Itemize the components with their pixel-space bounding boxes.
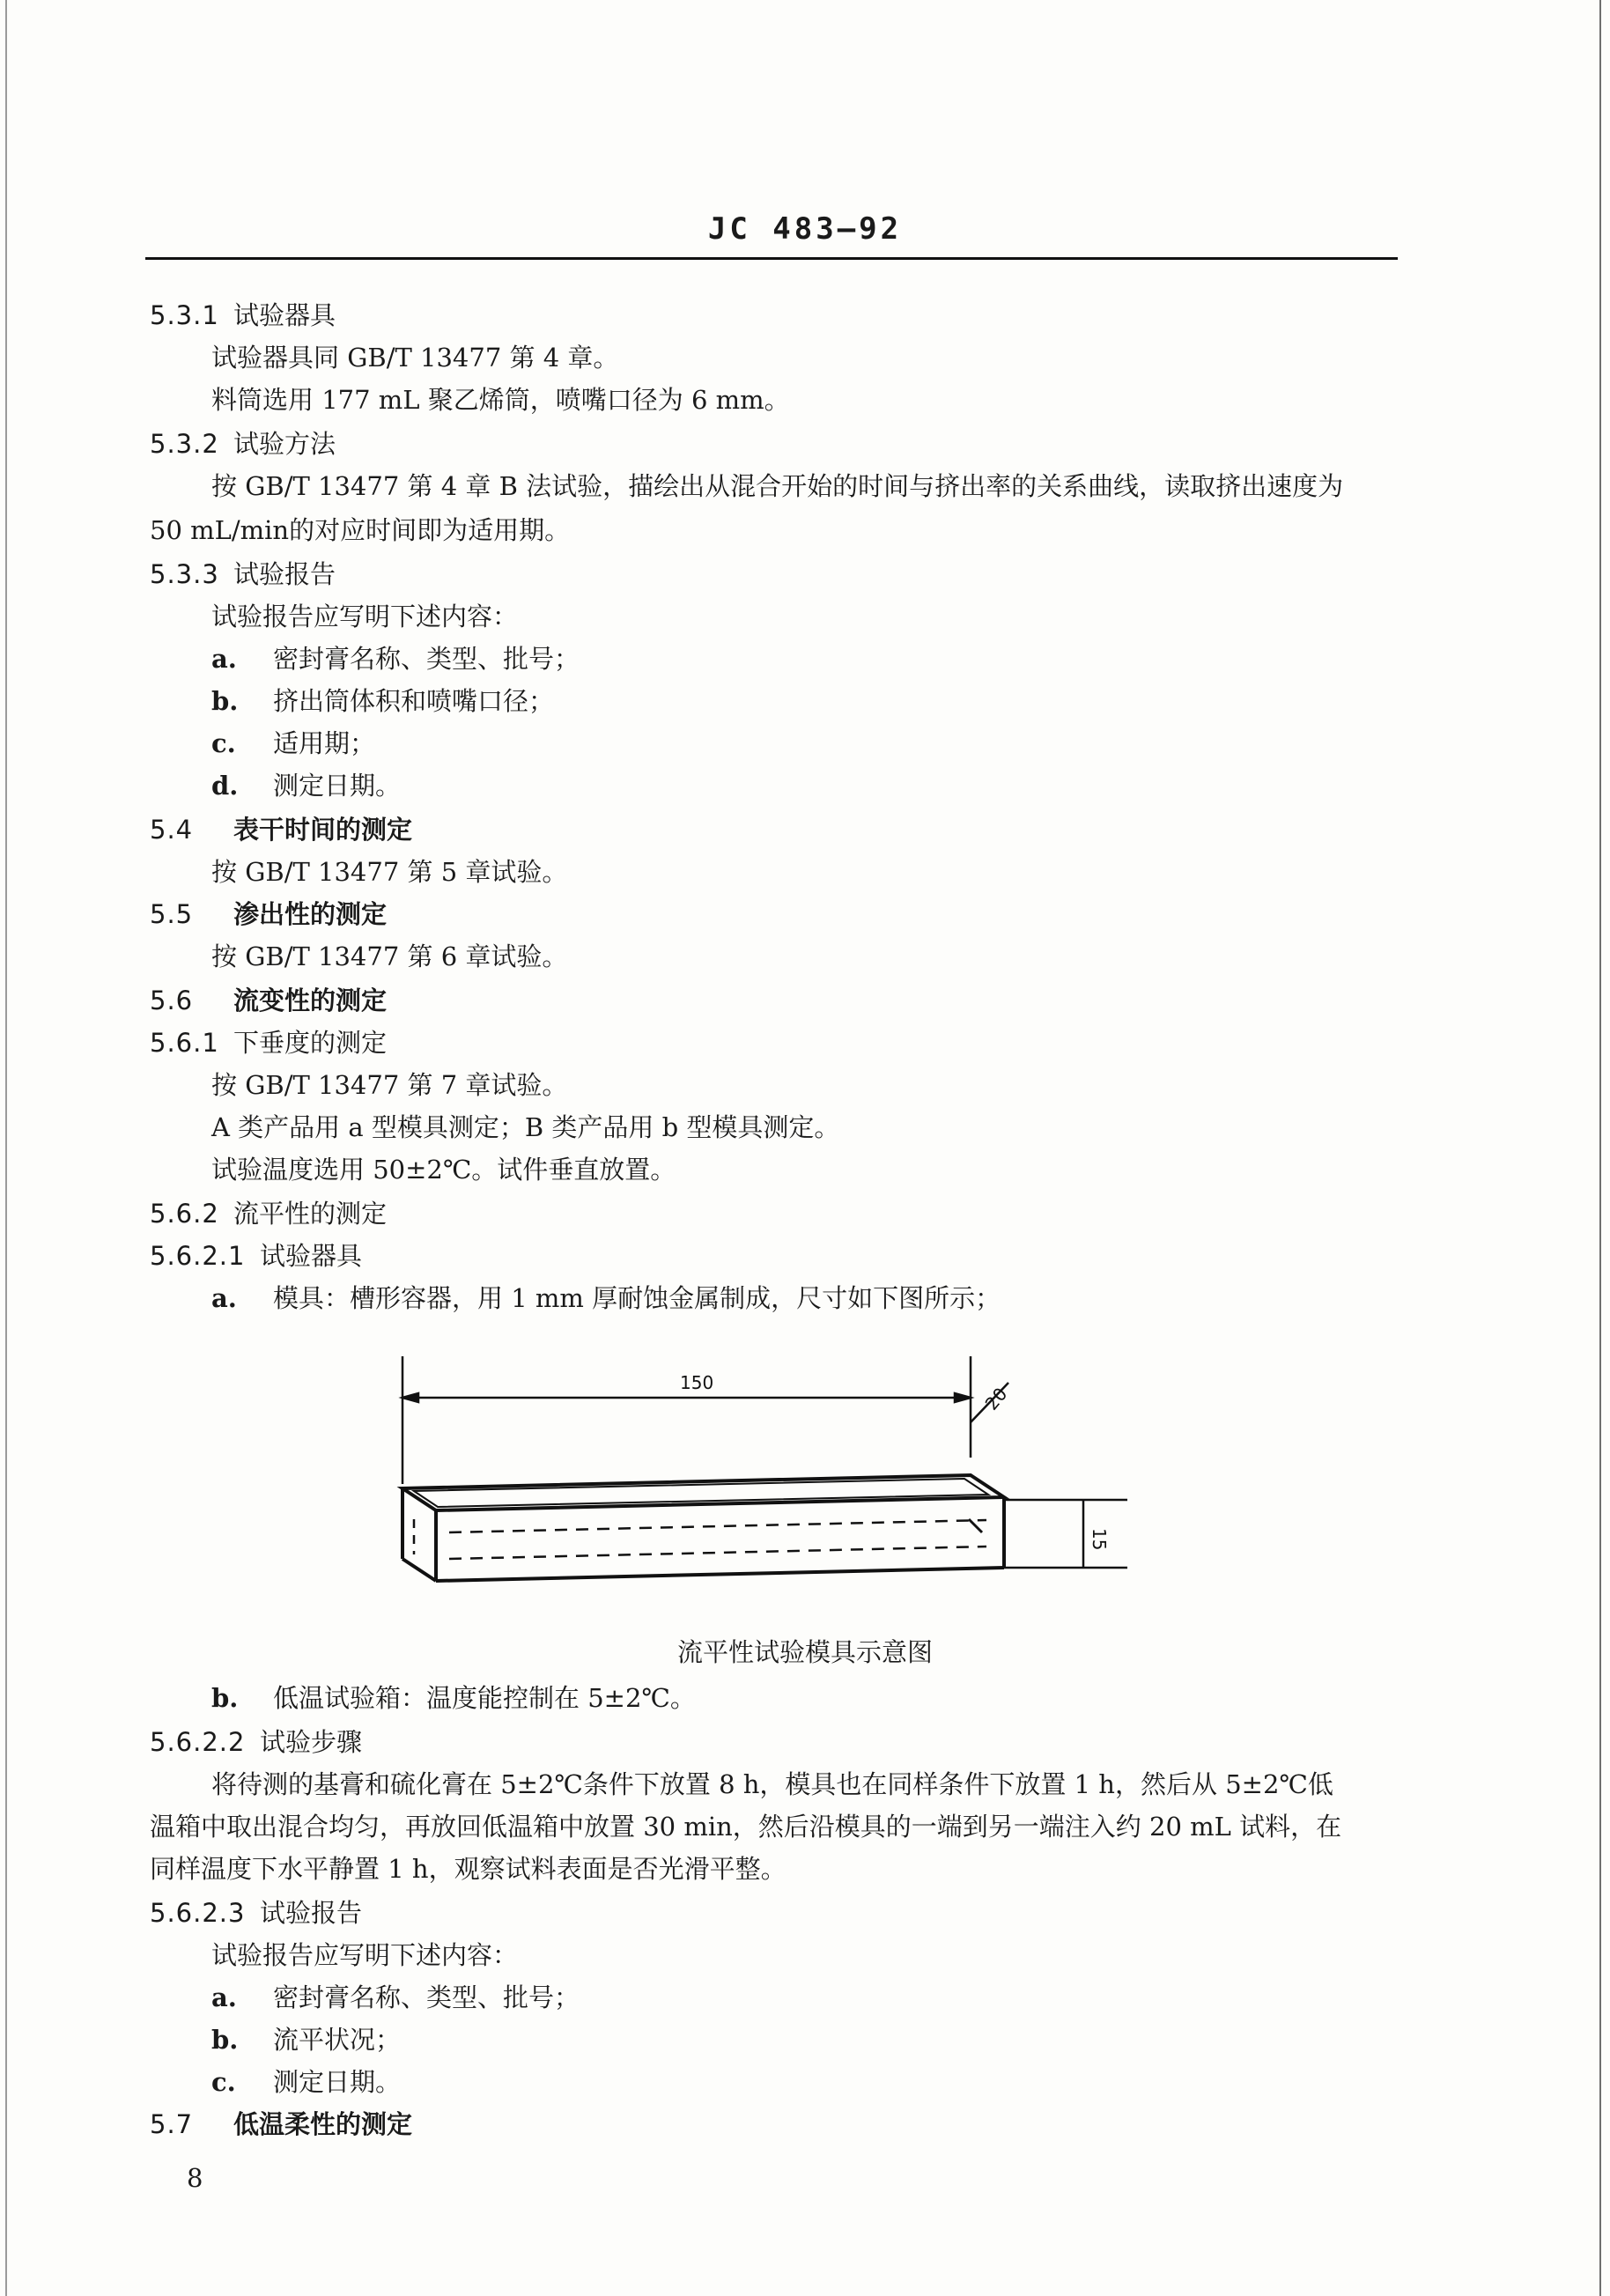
- paragraph: 试验报告应写明下述内容：: [211, 1940, 519, 1970]
- list-letter: b.: [211, 686, 239, 716]
- page-header: JC 483—92: [707, 211, 903, 247]
- list-letter: c.: [211, 2067, 236, 2097]
- list-item: [211, 1282, 1001, 1314]
- list-text: 低温试验箱：温度能控制在 5±2℃。: [273, 1683, 696, 1713]
- section-number: 5.3.2: [150, 429, 219, 459]
- section-number: 5.6.2.3: [150, 1898, 246, 1928]
- paragraph: A 类产品用 a 型模具测定；B 类产品用 b 型模具测定。: [211, 1112, 840, 1142]
- paragraph: 试验温度选用 50±2℃。试件垂直放置。: [211, 1155, 676, 1185]
- list-item: [211, 1982, 580, 2013]
- section-number: 5.5: [150, 899, 194, 929]
- dimension-label-height: 15: [1089, 1528, 1110, 1551]
- mold-edge: [402, 1559, 436, 1581]
- paragraph: 按 GB/T 13477 第 4 章 B 法试验，描绘出从混合开始的时间与挤出率的关系曲线，读取挤出速度为: [211, 471, 1344, 501]
- paragraph: 温箱中取出混合均匀，再放回低温箱中放置 30 min，然后沿模具的一端到另一端注入约 20 mL 试料，在: [150, 1812, 1342, 1842]
- paragraph: 50 mL/min的对应时间即为适用期。: [150, 515, 571, 545]
- paragraph: 将待测的基膏和硫化膏在 5±2℃条件下放置 8 h，模具也在同样条件下放置 1 h，然后从 5±2℃低: [211, 1769, 1333, 1799]
- list-item: [211, 685, 554, 717]
- list-letter: d.: [211, 771, 239, 801]
- heading-5-7: [150, 2108, 412, 2140]
- list-item: [211, 770, 401, 801]
- heading-5-4: [150, 814, 412, 845]
- mold-edge: [436, 1568, 1004, 1581]
- list-letter: b.: [211, 2025, 239, 2055]
- paragraph: 按 GB/T 13477 第 5 章试验。: [211, 857, 568, 887]
- section-number: 5.6.2.2: [150, 1727, 246, 1757]
- list-item: [211, 727, 375, 759]
- list-text: 流平状况；: [273, 2025, 402, 2055]
- section-title: 流变性的测定: [233, 986, 388, 1015]
- heading-5-6: [150, 985, 387, 1016]
- list-item: [211, 1682, 696, 1714]
- heading-5-3-1: [150, 299, 336, 331]
- heading-5-6-2-2: [150, 1726, 362, 1758]
- list-item: [211, 2024, 401, 2056]
- heading-5-6-2-3: [150, 1897, 362, 1929]
- section-number: 5.6: [150, 986, 194, 1015]
- paragraph: 按 GB/T 13477 第 6 章试验。: [211, 941, 568, 971]
- section-title: 试验器具: [233, 300, 336, 330]
- page-number: 8: [187, 2163, 203, 2193]
- list-letter: a.: [211, 1283, 237, 1313]
- list-item: [211, 643, 580, 675]
- figure-caption: 流平性试验模具示意图: [676, 1637, 933, 1667]
- section-title: 试验器具: [260, 1241, 363, 1271]
- dimension-label-length: 150: [680, 1372, 714, 1393]
- paragraph: 同样温度下水平静置 1 h，观察试料表面是否光滑平整。: [150, 1854, 787, 1884]
- section-title: 下垂度的测定: [233, 1028, 388, 1058]
- list-letter: a.: [211, 644, 237, 674]
- hidden-line: [449, 1547, 986, 1559]
- hidden-line: [449, 1520, 986, 1532]
- section-number: 5.3.3: [150, 559, 219, 589]
- list-letter: c.: [211, 728, 236, 758]
- section-number: 5.3.1: [150, 300, 219, 330]
- section-number: 5.6.2.1: [150, 1241, 246, 1271]
- section-title: 表干时间的测定: [233, 815, 413, 845]
- mold-diagram: [388, 1343, 1163, 1607]
- heading-5-6-2-1: [150, 1240, 362, 1272]
- section-title: 低温柔性的测定: [233, 2109, 413, 2139]
- paragraph: 按 GB/T 13477 第 7 章试验。: [211, 1070, 568, 1100]
- list-text: 密封膏名称、类型、批号；: [273, 1982, 580, 2012]
- scan-edge-left: [5, 0, 7, 2296]
- section-title: 流平性的测定: [233, 1199, 388, 1229]
- dimension-label-width: 20: [980, 1383, 1012, 1414]
- paragraph: 料筒选用 177 mL 聚乙烯筒，喷嘴口径为 6 mm。: [211, 385, 790, 415]
- section-number: 5.7: [150, 2109, 194, 2139]
- list-item: [211, 2066, 401, 2098]
- section-number: 5.6.1: [150, 1028, 219, 1058]
- paragraph: 试验报告应写明下述内容：: [211, 602, 519, 631]
- heading-5-3-3: [150, 558, 336, 590]
- heading-5-5: [150, 898, 387, 930]
- heading-5-3-2: [150, 428, 336, 460]
- section-title: 试验报告: [260, 1898, 363, 1928]
- section-title: 渗出性的测定: [233, 899, 388, 929]
- list-text: 测定日期。: [273, 771, 402, 801]
- heading-5-6-1: [150, 1027, 387, 1059]
- arrow-head: [402, 1393, 418, 1402]
- paragraph: 试验器具同 GB/T 13477 第 4 章。: [211, 343, 619, 373]
- list-text: 密封膏名称、类型、批号；: [273, 644, 580, 674]
- section-number: 5.4: [150, 815, 194, 845]
- section-number: 5.6.2: [150, 1199, 219, 1229]
- section-title: 试验步骤: [260, 1727, 363, 1757]
- arrow-head: [955, 1393, 971, 1402]
- list-letter: b.: [211, 1683, 239, 1713]
- header-rule: [145, 257, 1398, 260]
- heading-5-6-2: [150, 1198, 387, 1229]
- list-text: 模具：槽形容器，用 1 mm 厚耐蚀金属制成，尺寸如下图所示；: [273, 1283, 1001, 1313]
- list-text: 测定日期。: [273, 2067, 402, 2097]
- section-title: 试验方法: [233, 429, 336, 459]
- list-text: 挤出筒体积和喷嘴口径；: [273, 686, 555, 716]
- list-letter: a.: [211, 1982, 237, 2012]
- list-text: 适用期；: [273, 728, 376, 758]
- scan-edge-right: [1599, 0, 1601, 2296]
- section-title: 试验报告: [233, 559, 336, 589]
